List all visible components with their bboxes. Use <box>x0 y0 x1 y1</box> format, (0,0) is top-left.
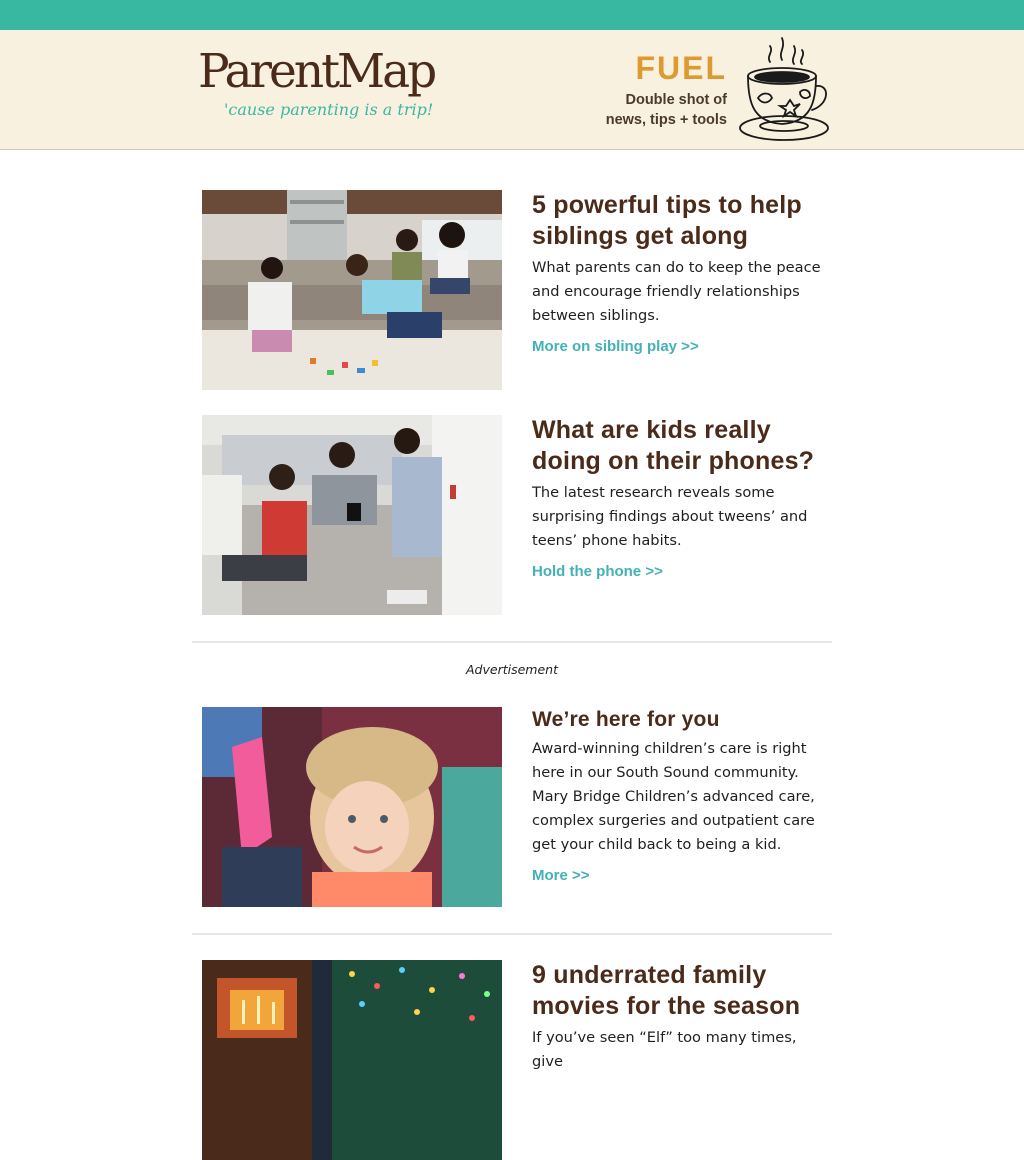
parentmap-logo[interactable]: ParentMap <box>198 44 435 99</box>
article-text <box>532 415 832 580</box>
brand-tagline: 'cause parenting is a trip! <box>224 100 434 119</box>
advertisement-text <box>532 707 832 884</box>
article-card-phones <box>202 415 832 615</box>
article-card-siblings <box>202 190 832 390</box>
section-divider <box>192 933 832 935</box>
siblings-photo[interactable] <box>202 190 502 390</box>
advertisement-headline[interactable]: We’re here for you <box>532 708 720 731</box>
article-text <box>532 960 832 1074</box>
article-card-family-movies <box>202 960 832 1070</box>
top-accent-bar <box>0 0 1024 30</box>
article-description: If you’ve seen “Elf” too many times, give <box>532 1029 797 1070</box>
article-headline[interactable]: 9 underrated family movies for the season <box>532 961 801 1020</box>
article-description: The latest research reveals some surprising findings about tweens’ and teens’ phone habits. <box>532 484 808 549</box>
girl-with-cast-photo[interactable] <box>202 707 502 907</box>
teens-phones-photo[interactable] <box>202 415 502 615</box>
sibling-play-link[interactable]: More on sibling play >> <box>532 338 699 355</box>
article-text <box>532 190 832 355</box>
fuel-subtitle-line1: Double shot of <box>625 92 727 108</box>
newsletter-header <box>0 30 1024 150</box>
fuel-subtitle <box>560 90 727 130</box>
advertisement-card <box>202 707 832 907</box>
holiday-movie-photo[interactable] <box>202 960 502 1160</box>
section-divider <box>192 641 832 643</box>
article-headline[interactable]: What are kids really doing on their phones? <box>532 416 815 475</box>
advertisement-description: Award-winning children’s care is right here in our South Sound community. Mary Bridge Children’s advanced care, complex surgeries and outpatient care get your child back to being a kid. <box>532 740 815 853</box>
coffee-cup-icon <box>736 34 830 146</box>
advertisement-more-link[interactable]: More >> <box>532 867 590 884</box>
fuel-subtitle-line2: news, tips + tools <box>605 112 727 128</box>
article-description: What parents can do to keep the peace and encourage friendly relationships between siblings. <box>532 259 821 324</box>
hold-the-phone-link[interactable]: Hold the phone >> <box>532 563 663 580</box>
advertisement-label: Advertisement <box>466 662 558 677</box>
article-headline[interactable]: 5 powerful tips to help siblings get along <box>532 191 802 250</box>
fuel-title: FUEL <box>635 50 727 86</box>
